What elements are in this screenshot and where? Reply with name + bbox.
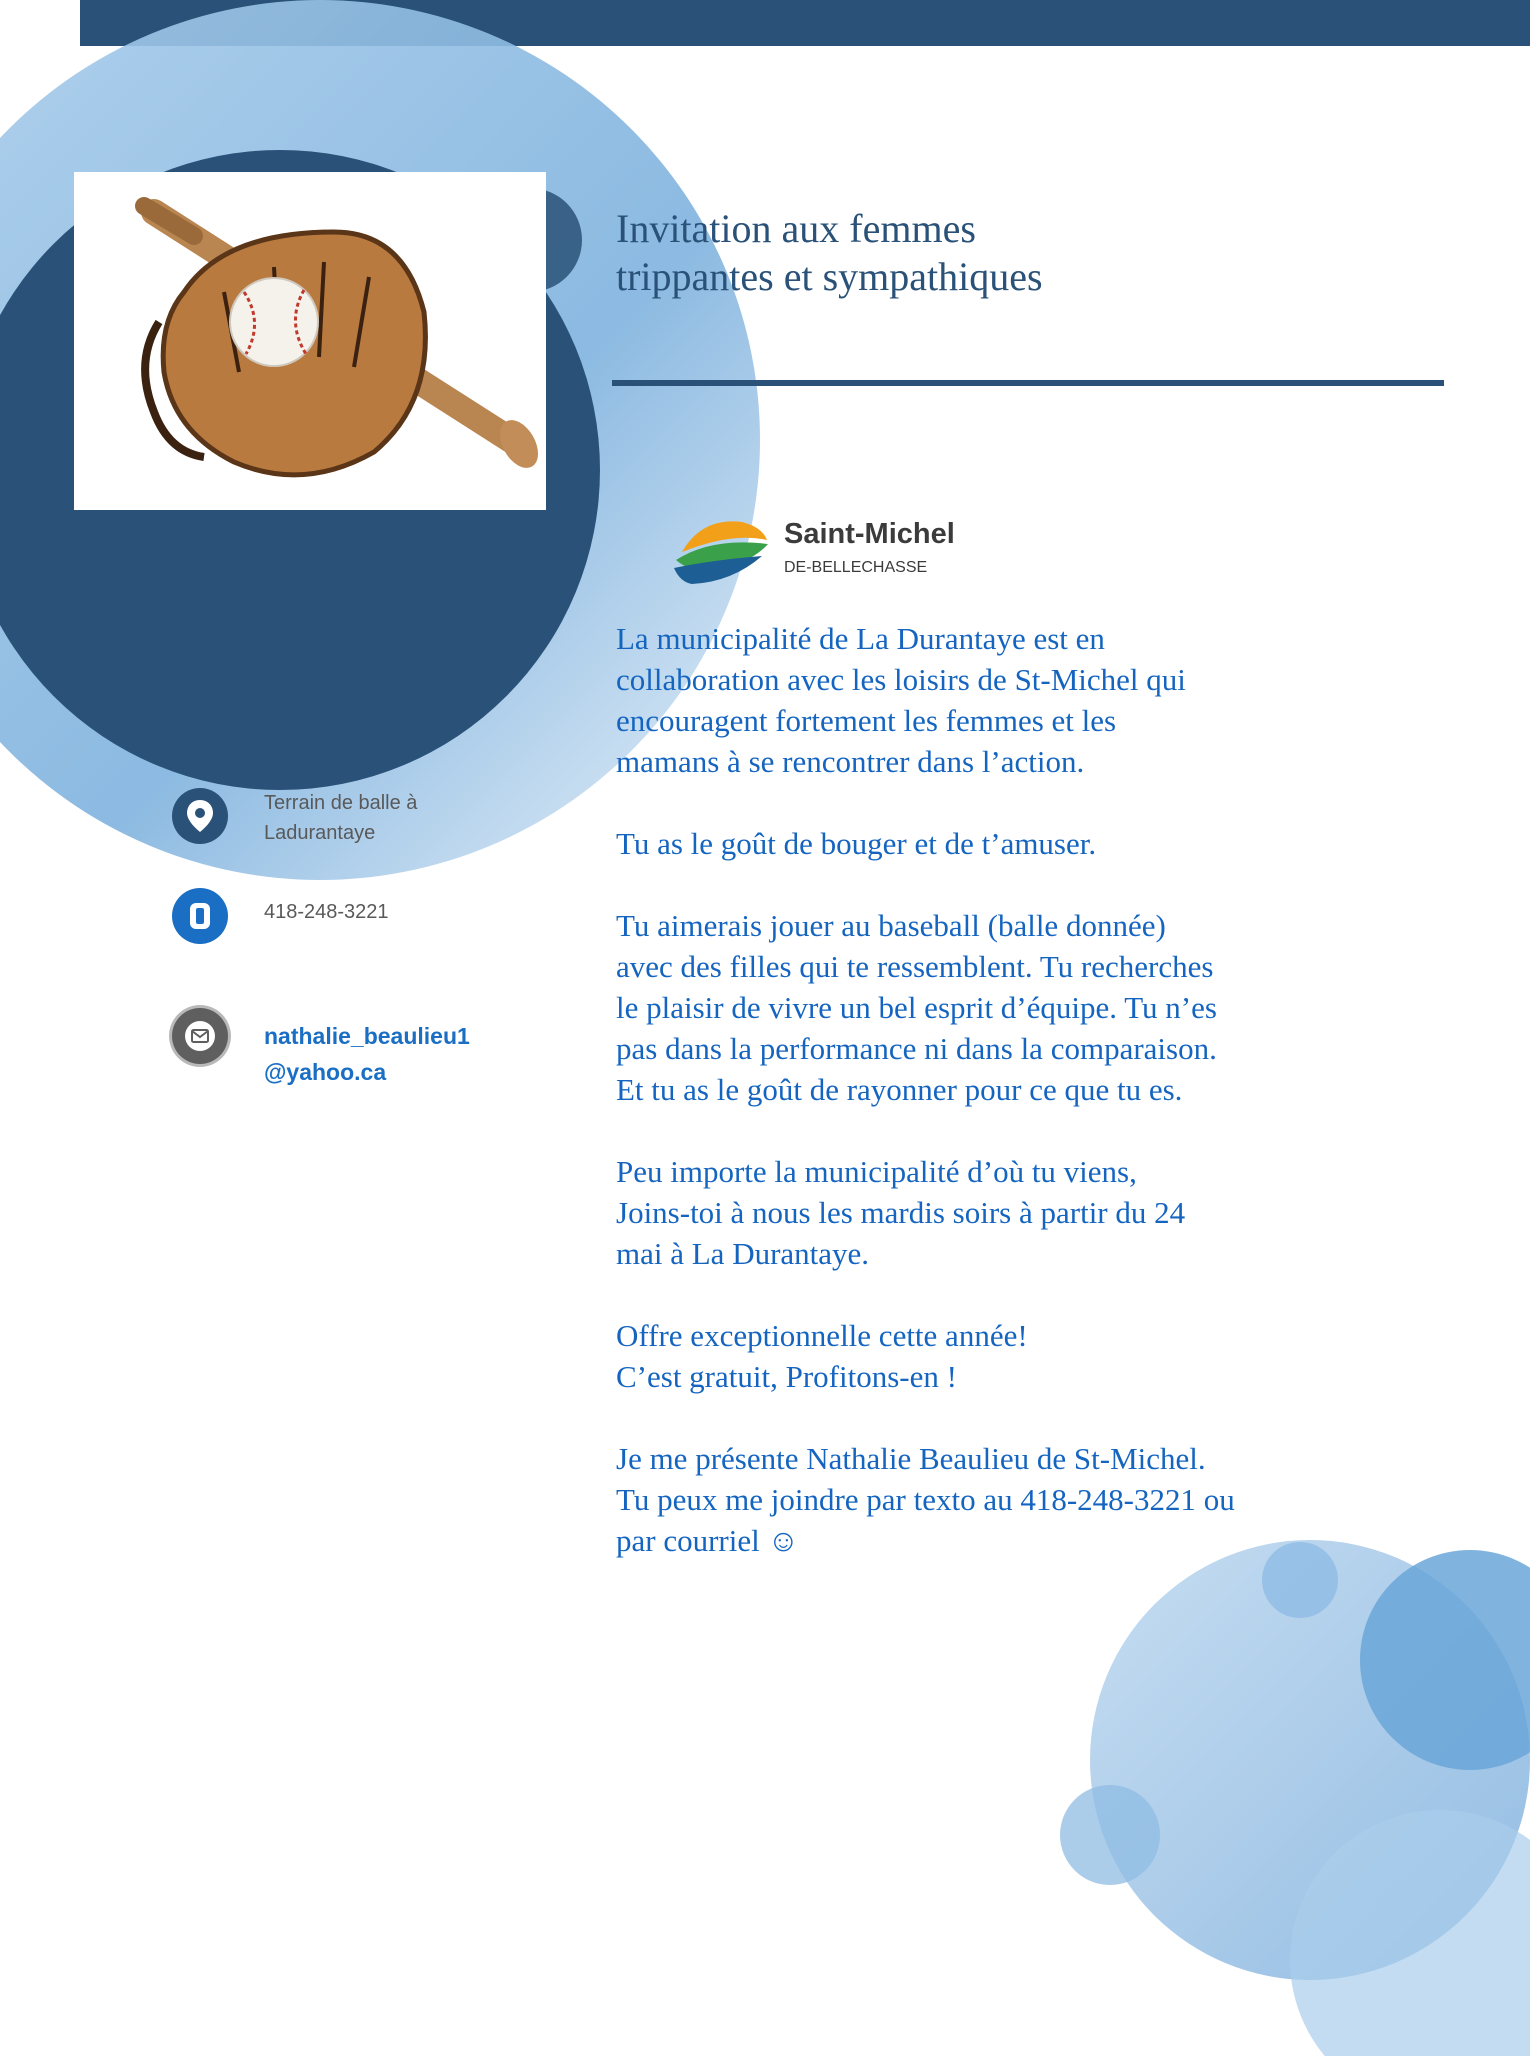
text-line: C’est gratuit, Profitons-en ! [616, 1359, 957, 1394]
title-line: trippantes et sympathiques [616, 254, 1043, 299]
paragraph [616, 1315, 1436, 1397]
envelope-icon [172, 1008, 228, 1064]
phone-icon [172, 888, 228, 944]
email-line[interactable]: @yahoo.ca [264, 1059, 387, 1085]
text-line: Tu aimerais jouer au baseball (balle donnée) [616, 908, 1166, 943]
title-divider [612, 380, 1444, 386]
text-line: mamans à se rencontrer dans l’action. [616, 744, 1085, 779]
text-line: avec des filles qui te ressemblent. Tu recherches [616, 949, 1214, 984]
title-line: Invitation aux femmes [616, 206, 976, 251]
location-text [264, 788, 464, 848]
text-line: Joins-toi à nous les mardis soirs à partir du 24 [616, 1195, 1186, 1230]
text-line: Tu as le goût de bouger et de t’amuser. [616, 826, 1097, 861]
right-circle-left [1060, 1785, 1160, 1885]
email-address[interactable] [264, 1018, 470, 1090]
location-pin-icon [172, 788, 228, 844]
text-line: Tu peux me joindre par texto au 418-248-3221 ou [616, 1482, 1235, 1517]
page-title [616, 205, 1376, 301]
phone-number[interactable]: 418-248-3221 [264, 901, 389, 923]
text-line: encouragent fortement les femmes et les [616, 703, 1117, 738]
municipality-logo [672, 512, 1032, 588]
text-line: collaboration avec les loisirs de St-Michel qui [616, 662, 1186, 697]
text-line: Et tu as le goût de rayonner pour ce que tu es. [616, 1072, 1183, 1107]
paragraph [616, 618, 1436, 782]
text-line: pas dans la performance ni dans la comparaison. [616, 1031, 1217, 1066]
text-line: La municipalité de La Durantaye est en [616, 621, 1105, 656]
text-line: Peu importe la municipalité d’où tu viens, [616, 1154, 1137, 1189]
baseball-glove-image [74, 172, 546, 510]
text-line: mai à La Durantaye. [616, 1236, 870, 1271]
logo-emblem-icon [672, 512, 772, 588]
location-line: Terrain de balle à [264, 792, 418, 814]
paragraph [616, 823, 1436, 864]
text-line: Offre exceptionnelle cette année! [616, 1318, 1028, 1353]
text-line: le plaisir de vivre un bel esprit d’équipe. Tu n’es [616, 990, 1217, 1025]
logo-subtitle: DE-BELLECHASSE [784, 559, 928, 576]
text-line: par courriel ☺ [616, 1523, 800, 1558]
location-line: Ladurantaye [264, 822, 376, 844]
text-line: Je me présente Nathalie Beaulieu de St-Michel. [616, 1441, 1206, 1476]
email-line[interactable]: nathalie_beaulieu1 [264, 1023, 470, 1049]
logo-name: Saint-Michel [784, 518, 955, 550]
paragraph [616, 1438, 1436, 1561]
invitation-body [616, 618, 1436, 1602]
paragraph [616, 905, 1436, 1110]
paragraph [616, 1151, 1436, 1274]
